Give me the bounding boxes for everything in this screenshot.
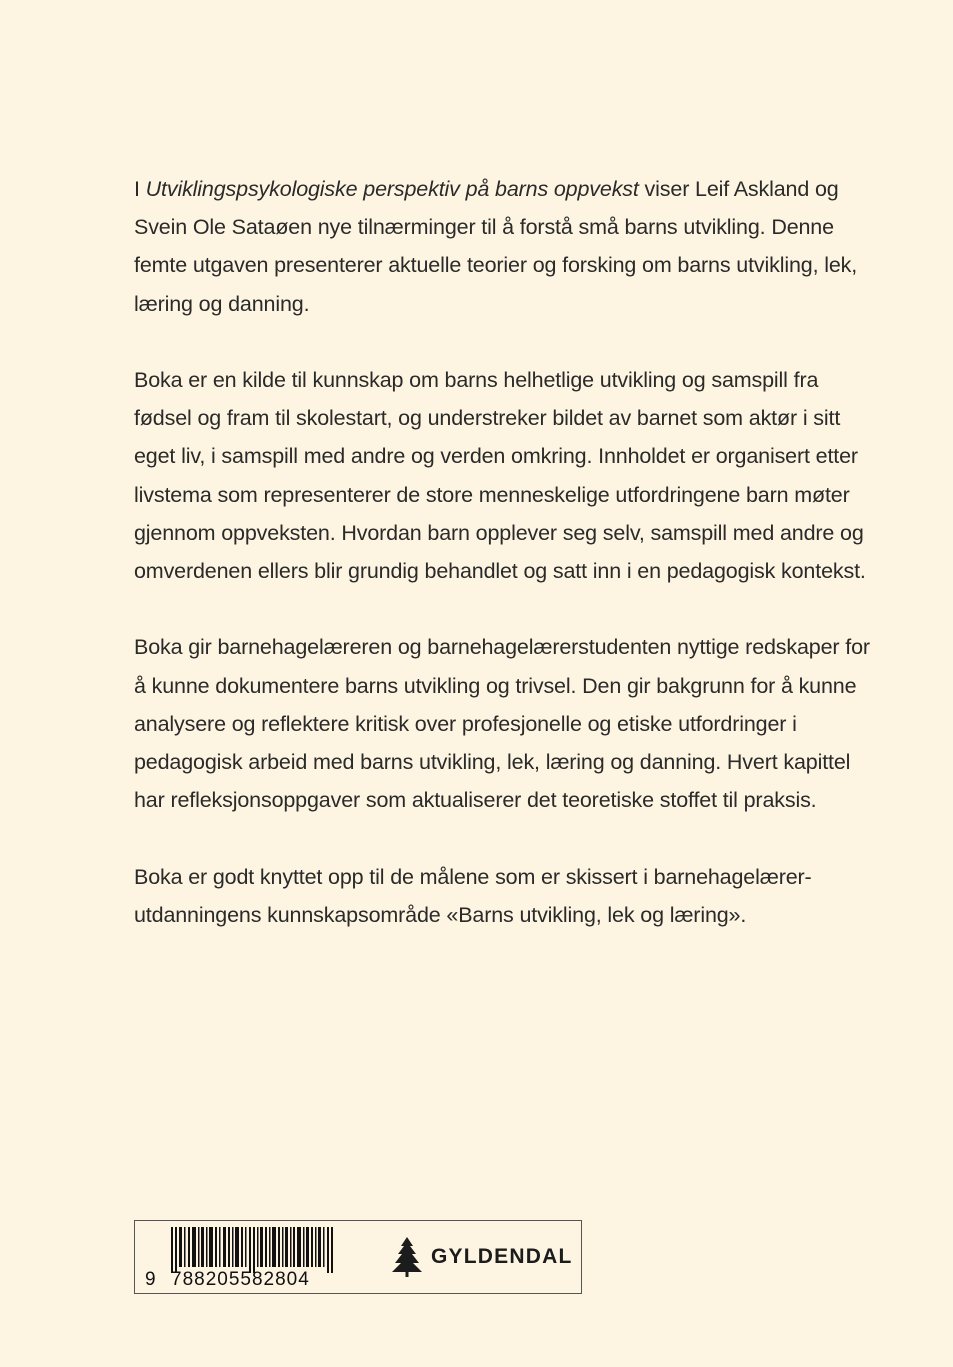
- paragraph-intro: [134, 170, 874, 323]
- paragraph-content: Boka er en kilde til kunnskap om barns helhetlige utvikling og samspill fra fødsel og fram til skolestart, og understreker bildet av barnet som aktør i sitt eget liv, i samspill med andre og verden omkring. Innholdet er organisert etter livstema som representerer de store menneskelige utfordringene barn møter gjennom oppveksten. Hvordan barn opplever seg selv, samspill med andre og omverdenen ellers blir grundig behandlet og satt inn i en pedagogisk kontekst.: [134, 368, 866, 584]
- book-title: Utviklingspsykologiske perspektiv på barns oppvekst: [145, 177, 639, 201]
- tree-icon: [391, 1237, 423, 1277]
- paragraph-purpose: Boka gir barnehagelæreren og barnehagelærerstudenten nyttige redskaper for å kunne dokumentere barns utvikling og trivsel. Den gir bakgrunn for å kunne analysere og reflektere kritisk over profesjonelle og etiske utfordringer i pedagogisk arbeid med barns utvikling, lek, læring og danning. Hvert kapittel har refleksjonsoppgaver som aktualiserer det teoretiske stoffet til praksis.: [134, 635, 870, 813]
- intro-prefix: I: [134, 177, 146, 201]
- barcode-icon: [145, 1227, 355, 1273]
- isbn-lead-digit: 9: [145, 1269, 157, 1290]
- intro-rest: viser Leif Askland og Svein Ole Sataøen nye tilnærminger til å forstå små barns utvikling. Denne femte utgaven presenterer aktuelle teorier og forsking om barns utvikling, lek, læring og danning.: [134, 177, 858, 316]
- back-cover-text: [134, 170, 874, 972]
- publisher-logo: [391, 1237, 572, 1277]
- publisher-name: GYLDENDAL: [431, 1245, 573, 1268]
- paragraph-curriculum: Boka er godt knyttet opp til de målene som er skissert i barnehagelærer-utdanningens kunnskapsområde «Barns utvikling, lek og læring».: [134, 864, 812, 927]
- barcode-panel: [134, 1220, 582, 1294]
- isbn-digits: [145, 1269, 310, 1291]
- isbn-main-digits: 788205582804: [171, 1269, 310, 1290]
